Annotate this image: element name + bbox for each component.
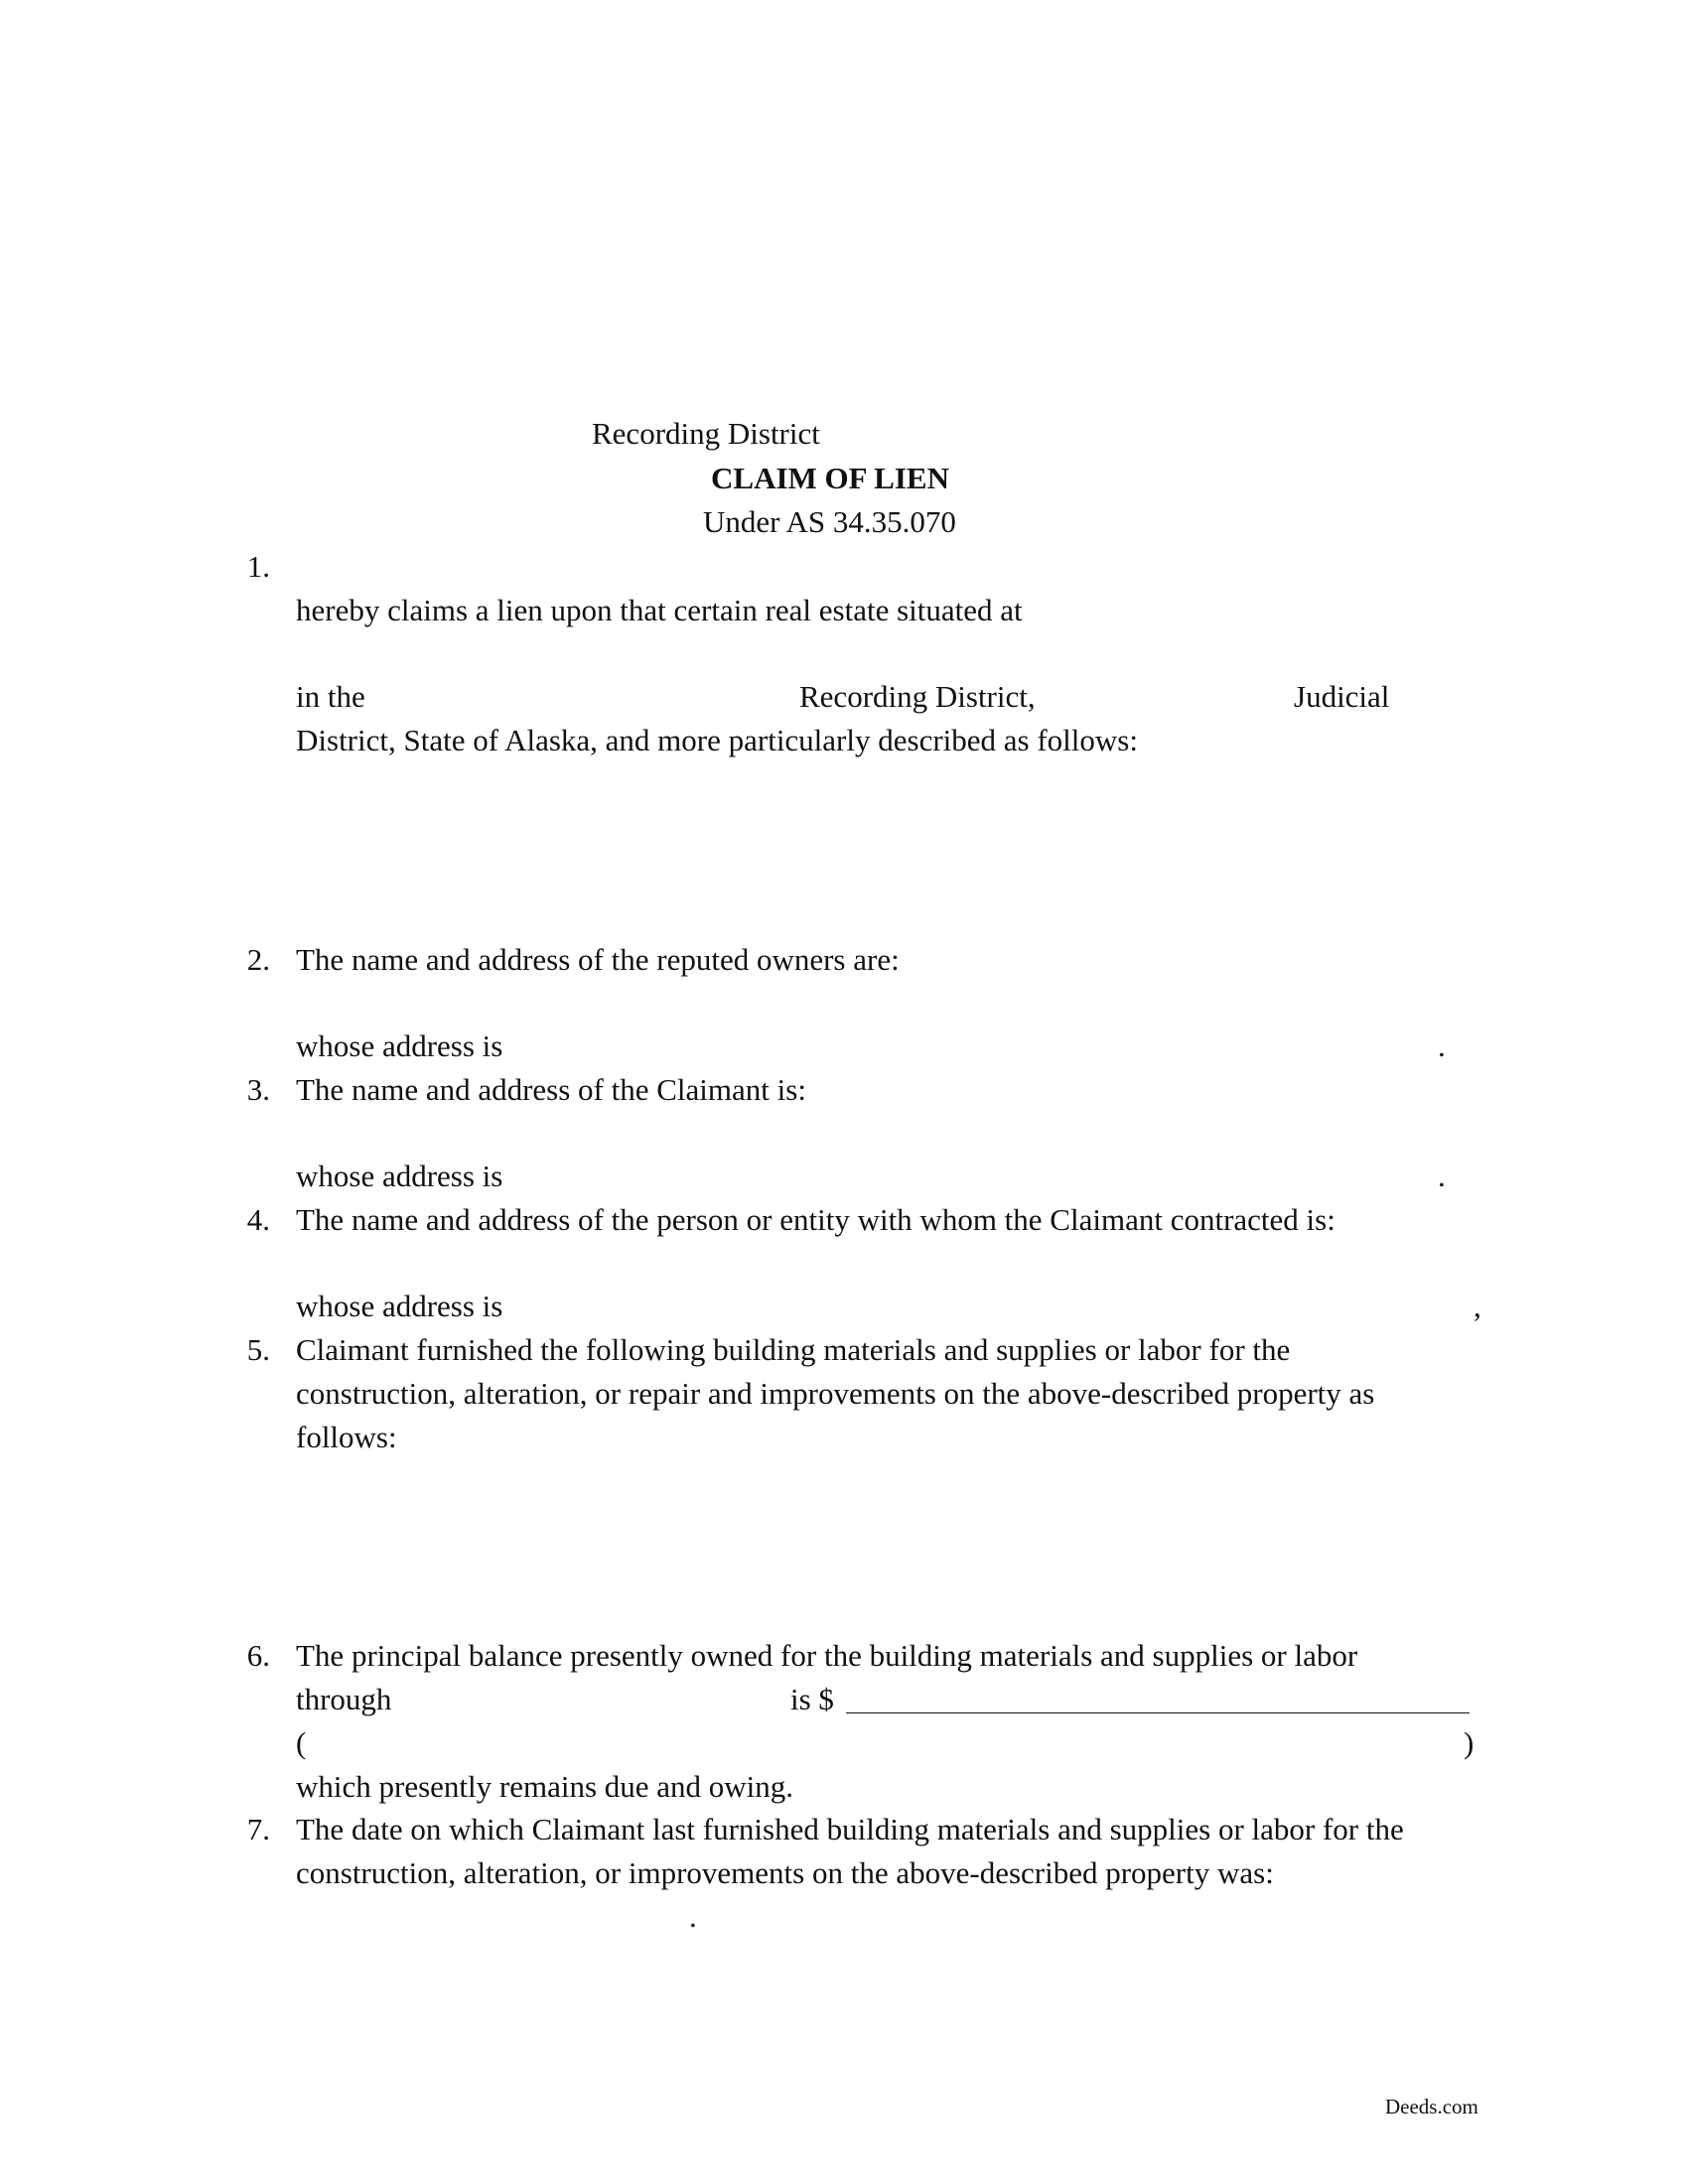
- section-1-line3: District, State of Alaska, and more particularly described as follows:: [296, 723, 1138, 757]
- section-7-line2: construction, alteration, or improvements on the above-described property was:: [296, 1855, 1274, 1890]
- section-7-line1: The date on which Claimant last furnished building materials and supplies or labor for the: [296, 1812, 1404, 1846]
- footer-brand: Deeds.com: [1385, 2095, 1478, 2118]
- section-6-number: 6.: [246, 1638, 270, 1673]
- section-3-end-punct: .: [1438, 1159, 1446, 1193]
- section-6-open-paren: (: [296, 1725, 307, 1760]
- section-6-line4: which presently remains due and owing.: [296, 1769, 794, 1804]
- section-2-text: The name and address of the reputed owners are:: [296, 942, 900, 977]
- section-2-whose-address: whose address is: [296, 1028, 503, 1063]
- section-7-number: 7.: [246, 1812, 270, 1846]
- section-6-is-dollar: is $: [790, 1682, 834, 1716]
- balance-amount-line[interactable]: [846, 1712, 1470, 1713]
- section-5-line3: follows:: [296, 1420, 397, 1454]
- section-3-text: The name and address of the Claimant is:: [296, 1072, 806, 1107]
- section-4-whose-address: whose address is: [296, 1289, 503, 1323]
- section-5-number: 5.: [246, 1332, 270, 1367]
- recording-district-header: Recording District: [592, 416, 820, 451]
- document-subtitle: Under AS 34.35.070: [703, 504, 956, 539]
- section-3-number: 3.: [246, 1072, 270, 1107]
- section-6-through: through: [296, 1682, 392, 1716]
- section-2-end-punct: .: [1438, 1028, 1446, 1063]
- section-5-line1: Claimant furnished the following building materials and supplies or labor for the: [296, 1332, 1291, 1367]
- section-1-recording-district: Recording District,: [799, 679, 1036, 714]
- section-6-line1: The principal balance presently owned for the building materials and supplies or labor: [296, 1638, 1358, 1673]
- section-2-number: 2.: [246, 942, 270, 977]
- section-5-line2: construction, alteration, or repair and improvements on the above-described property as: [296, 1376, 1375, 1411]
- section-4-end-punct: ,: [1474, 1289, 1481, 1323]
- section-3-whose-address: whose address is: [296, 1159, 503, 1193]
- section-4-number: 4.: [246, 1202, 270, 1237]
- document-title: CLAIM OF LIEN: [711, 461, 949, 495]
- section-1-number: 1.: [246, 549, 270, 584]
- section-6-close-paren: ): [1464, 1725, 1475, 1760]
- section-4-text: The name and address of the person or entity with whom the Claimant contracted is:: [296, 1202, 1336, 1237]
- section-7-end-punct: .: [689, 1899, 697, 1934]
- section-1-in-the: in the: [296, 679, 365, 714]
- section-1-judicial: Judicial: [1294, 679, 1390, 714]
- section-1-line1: hereby claims a lien upon that certain real estate situated at: [296, 593, 1023, 627]
